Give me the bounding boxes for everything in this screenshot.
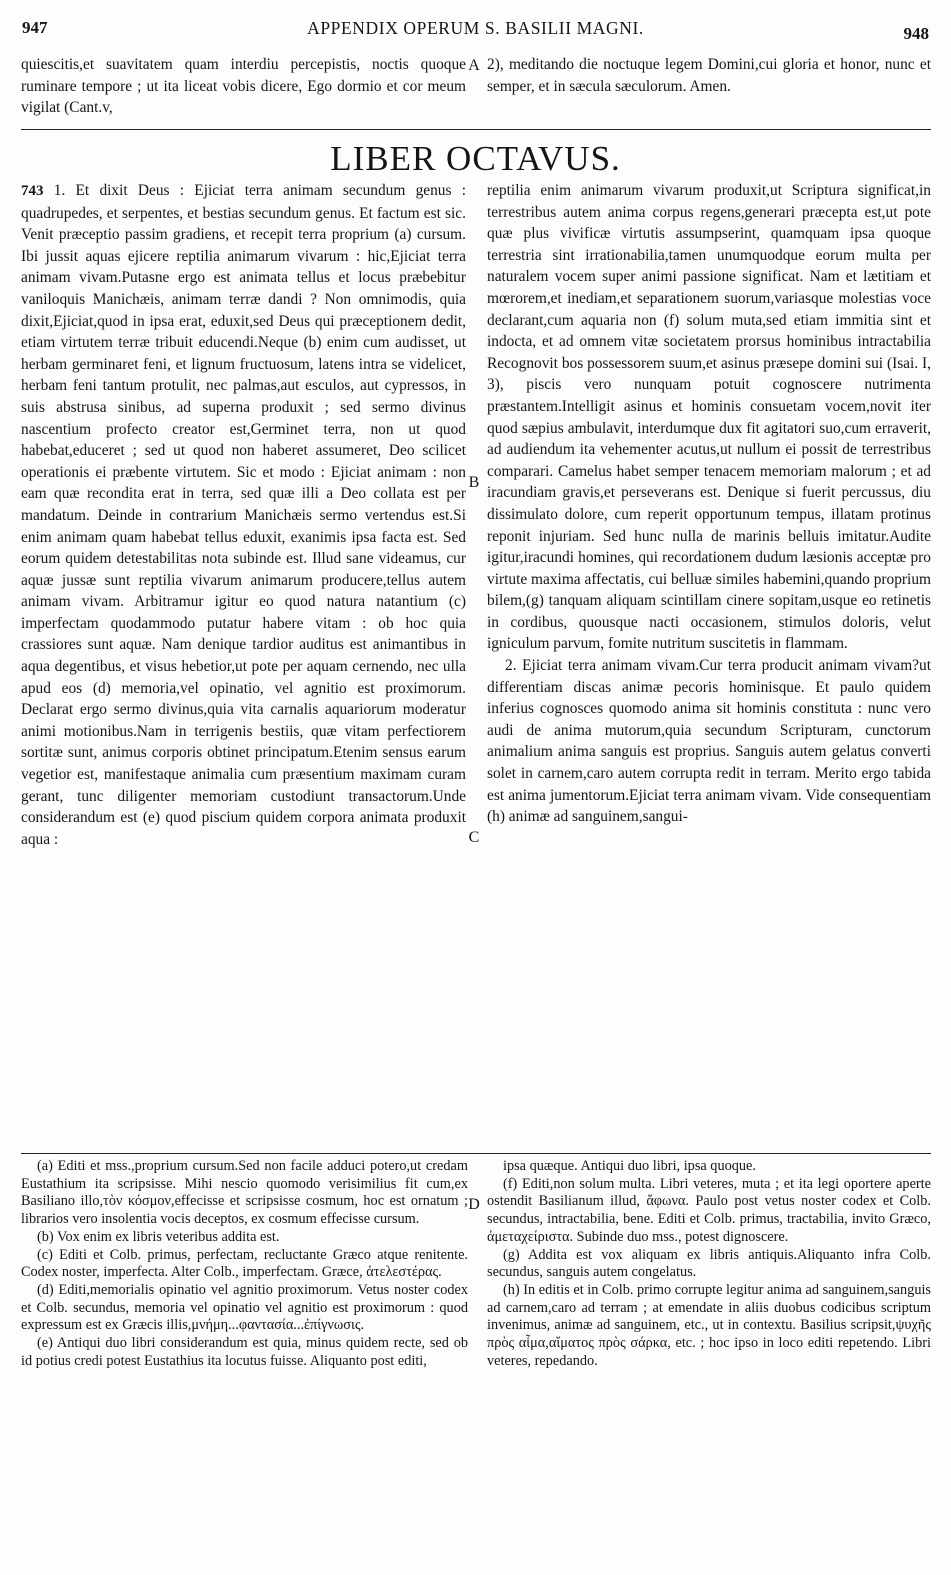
top-left-text: quiescitis,et suavitatem quam interdiu percepistis, noctis quoque ruminare tempore ; ut ita liceat vobis dicere, Ego dormio et cor meum vigilat (Cant.v, <box>21 56 466 117</box>
footnotes-right <box>487 1158 931 1370</box>
body-left-paragraph: 1. Et dixit Deus : Ejiciat terra animam secundum genus : quadrupedes, et serpentes, et bestias secundum genus. Et factum est sic. Venit præceptio passim gradiens, et recepit terra proprium (a) cursum. Ibi jussit aquas ejicere reptilia animarum vivarum : hic,Ejiciat terra animam vivam.Putasne ergo est animata tellus et locus præbebitur vaniloquis Manichæis, animam terræ dandi ? Non omnimodis, quia dixit,Ejiciat,quod in ipsa erat, eduxit,sed Deus qui præceptionem dedit, etiam virtutem terræ tribuit educendi.Neque (b) enim cum audisset, ut herbam germinaret feni, et lignum fructuosum, latens intra se videlicet, herbam feni tantum protulit, nec palmas,aut esculos, aut cypressos, in suis abstrusa sinibus, ad superna produxit ; sed sermo divinus nascentium profecto creator est,Germinet terra, non ut quod habebat,educeret ; sed ut quod non haberet assumeret, Deo scilicet operationis ei præbente virtutem. Sic et modo : Ejiciat animam : non eam quæ recondita erat in terra, sed quæ illi a Deo collata est per mandatum. Deinde in contrarium Manichæis sermo vertendus est.Si enim animam quam habebat tellus eduxit, exanimis ipsa facta est. Sed eorum quidem detestabilitas nota subinde est. Illud sane videamus, cur aquæ jussæ sunt reptilia vivarum animarum producere,tellus autem animam vivam. Arbitramur igitur eo quod natura natantium (c) imperfectam quodammodo putatur habere vitam : ob hoc quia crassiores sunt aquæ. Nam denique tardior auditus est animantibus in aqua degentibus, et visus hebetior,ut pote per aquam cernendo, nec ulla apud eos (d) memoria,vel opinatio, vel agnitio est proximorum. Declarat ergo sermo divinus,quia vita carnalis aquariorum moderatur animi motionibus.Nam in terrigenis bestiis, quæ vitam perfectiorem sortitæ sunt, animus corporis obtinet principatum.Etenim sensus earum vegetior est, manifestaque animalia cum præsentium maximam curam gerant, tunc diligenter memoriam custodiunt transactorum.Unde considerandum est (e) quod piscium quidem corpora animata produxit aqua : <box>21 182 466 848</box>
top-right-text: 2), meditando die noctuque legem Domini,cui gloria et honor, nunc et semper, et in sæcula sæculorum. Amen. <box>487 56 931 95</box>
top-left-column <box>21 54 466 122</box>
margin-letter-c: C <box>468 829 480 846</box>
notes-divider <box>21 1153 931 1154</box>
footnote: (b) Vox enim ex libris veteribus addita est. <box>37 1228 280 1245</box>
header-divider <box>21 129 931 130</box>
footnote: (e) Antiqui duo libri considerandum est quia, minus quidem recte, sed ob id potius credi potest Eustathius ita locutus fuisse. Aliquanto post editi, <box>21 1335 468 1369</box>
page-number-right: 948 <box>903 24 929 43</box>
page-number-left: 947 <box>22 18 48 37</box>
footnote: (f) Editi,non solum multa. Libri veteres, muta ; et ita legi oportere aperte ostendit Basilianum illud, ἄφωνα. Paulo post vetus noster codex et Colb. secundus, intractabilia, bene. Editi et Colb. primus, tractabilia, invito Græco, ἀμεταχείριστα. Subinde duo mss., potest dignoscere. <box>487 1175 931 1245</box>
margin-letter-b: B <box>468 474 480 491</box>
running-header <box>0 14 951 44</box>
footnote: (c) Editi et Colb. primus, perfectam, recluctante Græco atque renitente. Codex noster, imperfecta. Alter Colb., imperfectam. Græce, ἀτελεστέρας. <box>21 1246 468 1281</box>
margin-letter-a: A <box>468 57 480 74</box>
footnote: (d) Editi,memorialis opinatio vel agnitio proximorum. Vetus noster codex et Colb. secundus, memoria vel opinatio vel agnitio est proximorum : quod expressum est ex Græcis illis,μνήμη...φαντασία...ἐπίγνωσις. <box>21 1281 468 1334</box>
footnote: (h) In editis et in Colb. primo corrupte legitur anima ad sanguinem,sanguis ad carnem,caro ad terram ; at emendate in aliis duobus codicibus scriptum invenimus, animæ ad sanguinem, etc., ut in contextu. Basilius scripsit,ψυχῆς πρὸς αἷμα,αἵματος πρὸς σάρκα, etc. ; hoc ipso in loco editi repetendo. Libri veteres, repedando. <box>487 1281 931 1369</box>
body-right-paragraph-2: 2. Ejiciat terra animam vivam.Cur terra producit animam vivam?ut differentiam discas animæ pecoris hominisque. Et paulo quidem inferius cognosces quomodo anima sit hominis constituta : nunc vero audi de anima mutorum,quia secundum Scripturam, cunctorum animalium anima sanguis est proprius. Sanguis autem gelatus converti solet in carnem,caro autem corrupta redit in terram. Merito ergo tabida est anima jumentorum.Ejiciat terra animam vivam. Vide consequentiam (h) animæ ad sanguinem,sangui- <box>487 657 931 826</box>
running-title: APPENDIX OPERUM S. BASILII MAGNI. <box>307 18 644 38</box>
footnotes-left <box>21 1158 468 1370</box>
margin-letter-d: D <box>468 1196 480 1213</box>
footnote: (g) Addita est vox aliquam ex libris antiquis.Aliquanto infra Colb. secundus, sanguis autem congelatus. <box>487 1246 931 1281</box>
footnote: (a) Editi et mss.,proprium cursum.Sed non facile adduci potero,ut credam Eustathium ita scripsisse. Mihi nescio quomodo verisimilius fit cum,ex Basiliano illo,τὸν κόσμον,effecisse et scripsisse cosmum, hoc est ornatum ; librarios vero insolentia vocis deceptos, ex cosmum effecisse cursum. <box>21 1158 468 1228</box>
body-left-column <box>21 180 466 1160</box>
footnote: ipsa quæque. Antiqui duo libri, ipsa quoque. <box>503 1158 756 1174</box>
column-number: 743 <box>21 183 44 199</box>
top-right-column <box>487 54 931 122</box>
book-title: LIBER OCTAVUS. <box>330 139 621 178</box>
body-right-paragraph-1: reptilia enim animarum vivarum produxit,ut Scriptura significat,in terrestribus autem anima corpus regens,generari præcepta est,ut pote quæ plus vivificæ virtutis assumpserint, quamquam ipsa quoque terrestria sint irrationabilia,tamen unumquodque eorum multa per naturalem vocem super animi passione significat. Nam et lætitiam et mœrorem,et inediam,et separationem suorum,variasque molestias voce declarant,cum aquaria non (f) solum muta,sed etiam immitia sint et indocta, et ad omnem vitæ societatem prorsus hominibus intractabilia Recognovit bos possessorem suum,et asinus præsepe domini sui (Isai. I, 3), piscis vero nunquam potuit cognoscere nutrimenta præstantem.Intelligit asinus et hominis consuetam vocem,novit iter quod sæpius ambulavit, interdumque dux fit agitatori suo,cum erraverit, ad audiendum ita vehementer acutus,ut nullum ei possit de terrestribus comparari. Camelus habet semper tenacem memoriam malorum ; et ad iracundiam gravis,et perseverans est. Denique si fuerit percussus, diu dissimulato dolore, cum reperit opportunum tempus, illatam protinus reponit injuriam. Sed hunc nulla de marinis belluis imitatur.Audite igitur,iracundi homines, qui recordationem dudum læsionis acceptæ pro virtute maxima affectatis, cui belluæ similes habemini,quando proprium bilem,(g) tanquam aliquam scintillam cinere sopitam,usque eo retinetis in cordibus, quousque nacti occasionem, stimulos doloris, velut igniculum parvum, fomite nutritum suscitetis in flammam. <box>487 182 931 653</box>
body-right-column <box>487 180 931 1160</box>
